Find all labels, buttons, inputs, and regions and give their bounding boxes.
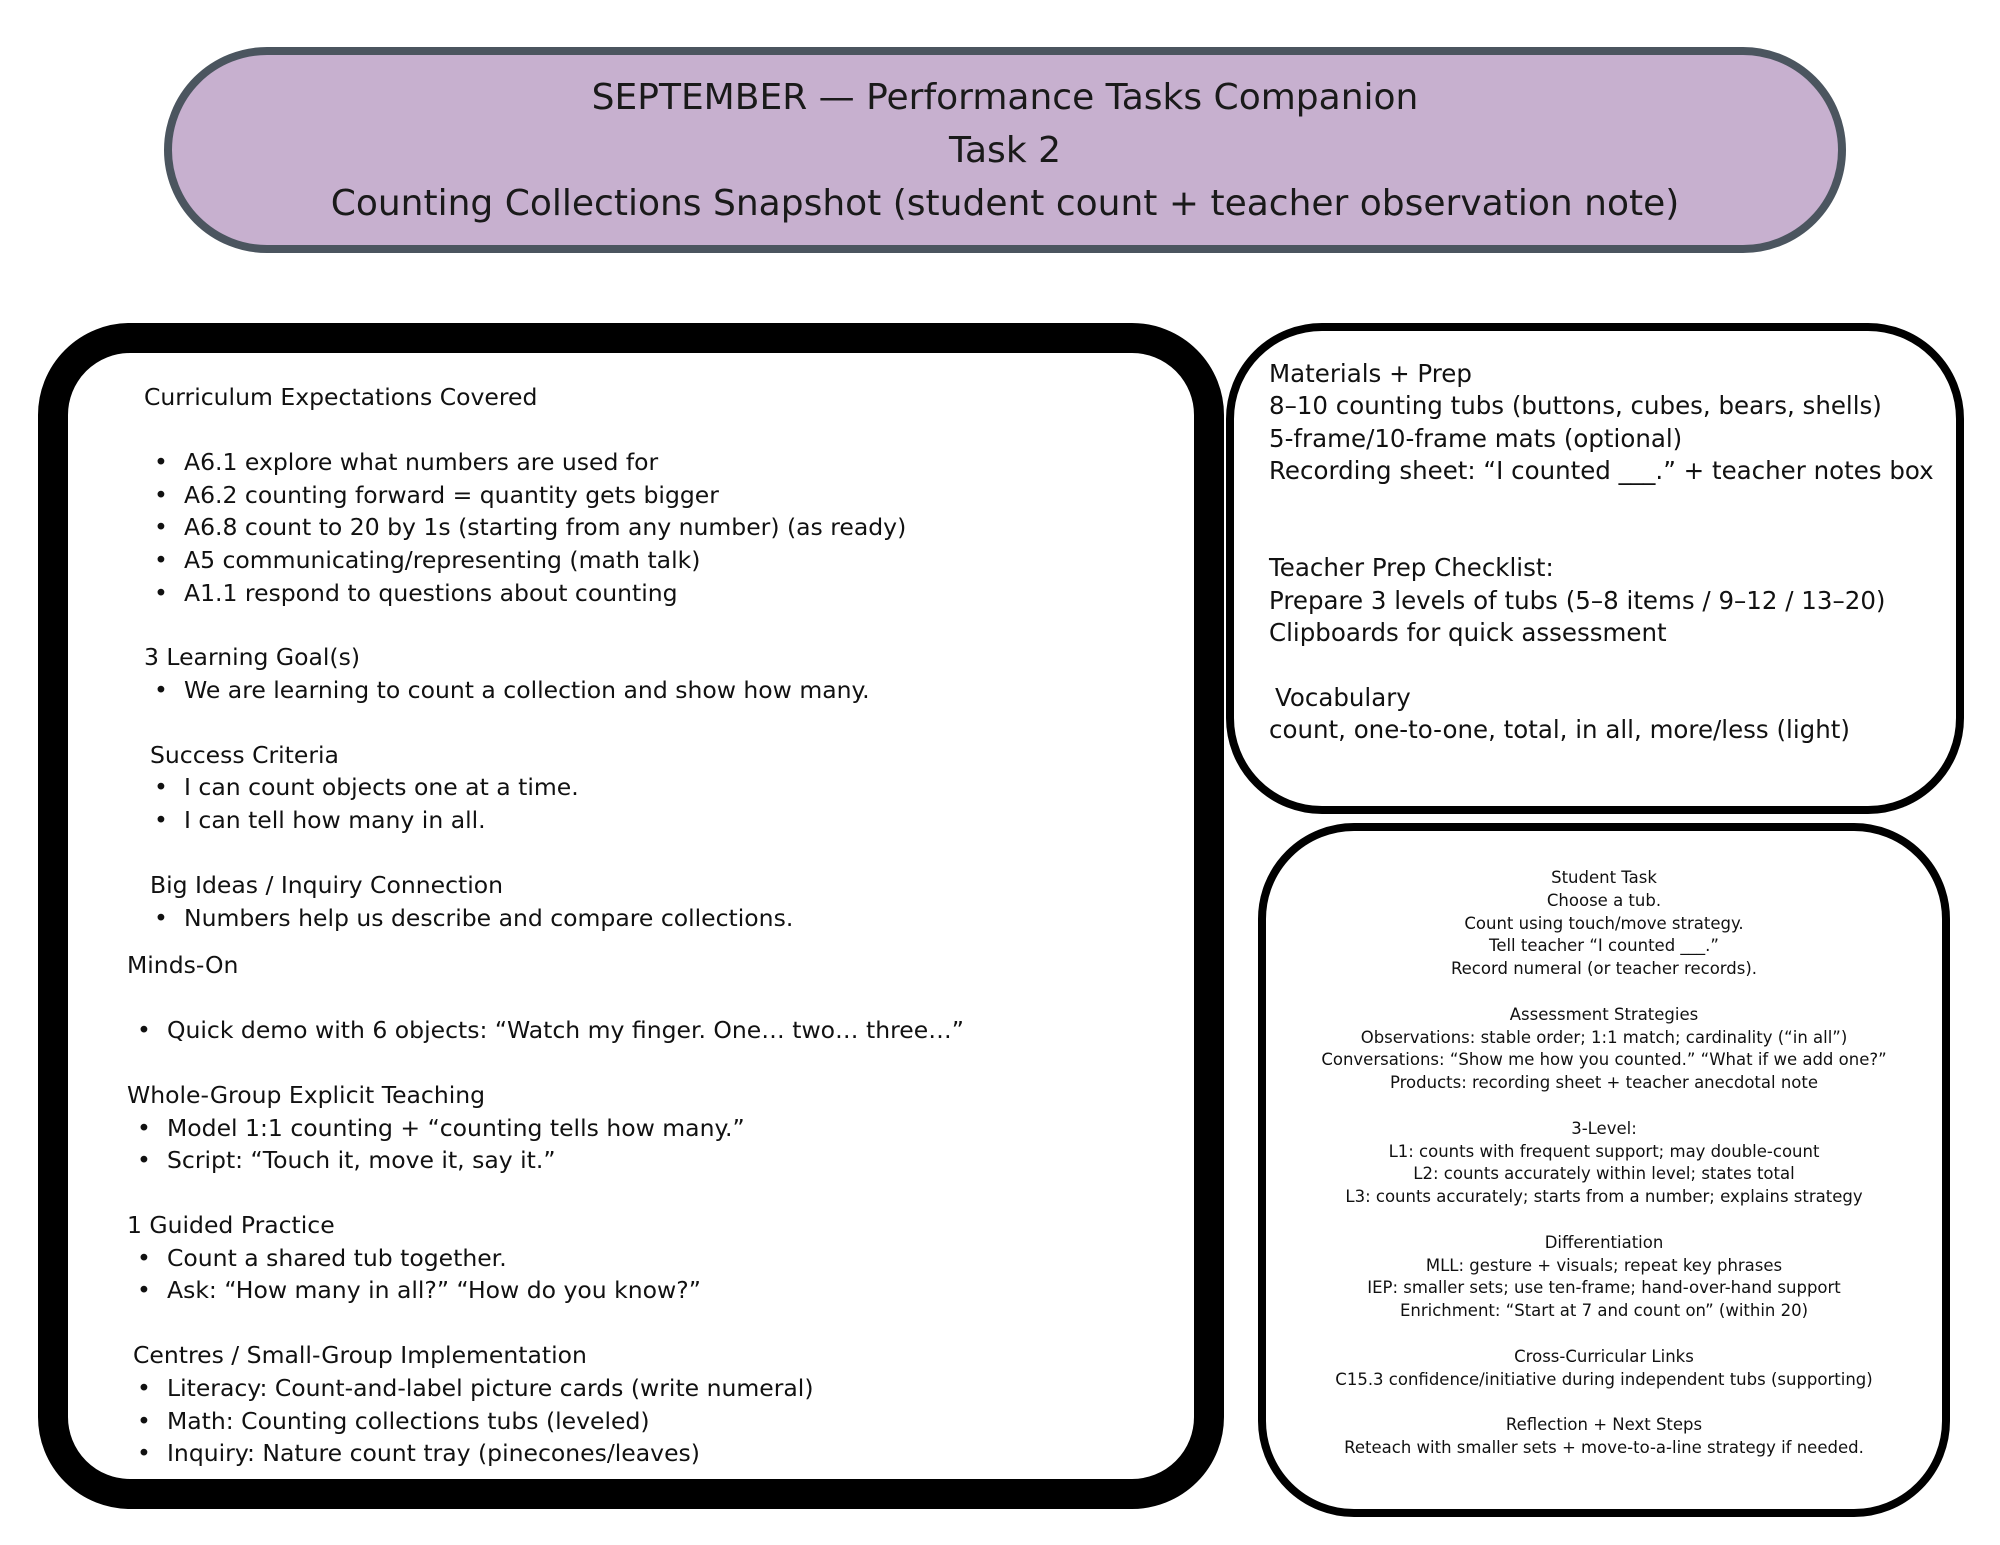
success-criteria-item: • I can count objects one at a time. bbox=[184, 771, 579, 804]
cross-curricular-line: C15.3 confidence/initiative during independent tubs (supporting) bbox=[1335, 1369, 1873, 1389]
materials-line: 8–10 counting tubs (buttons, cubes, bears, shells) bbox=[1269, 391, 1882, 420]
materials-line: Recording sheet: “I counted ___.” + teacher notes box bbox=[1269, 456, 1934, 485]
level-line: L3: counts accurately; starts from a number; explains strategy bbox=[1345, 1187, 1863, 1207]
differentiation-line: IEP: smaller sets; use ten-frame; hand-over-hand support bbox=[1367, 1278, 1841, 1298]
minds-on-item: • Quick demo with 6 objects: “Watch my finger. One… two… three…” bbox=[167, 1014, 964, 1047]
guided-practice-item: • Ask: “How many in all?” “How do you know?” bbox=[167, 1274, 701, 1307]
success-criteria-heading: Success Criteria bbox=[150, 741, 339, 769]
curriculum-item: • A6.1 explore what numbers are used for bbox=[184, 446, 658, 479]
big-ideas-item: • Numbers help us describe and compare collections. bbox=[184, 902, 793, 935]
assessment-line: Products: recording sheet + teacher anecdotal note bbox=[1389, 1073, 1819, 1093]
big-ideas-heading: Big Ideas / Inquiry Connection bbox=[150, 871, 504, 899]
spacer bbox=[1266, 1209, 1942, 1232]
title-line-month: SEPTEMBER — Performance Tasks Companion bbox=[591, 76, 1419, 118]
prep-checklist-heading: Teacher Prep Checklist: bbox=[1269, 553, 1554, 582]
curriculum-heading: Curriculum Expectations Covered bbox=[144, 383, 538, 411]
assessment-line: Observations: stable order; 1:1 match; cardinality (“in all”) bbox=[1360, 1027, 1848, 1047]
reflection-line: Reteach with smaller sets + move-to-a-line strategy if needed. bbox=[1344, 1437, 1864, 1457]
student-task-line: Record numeral (or teacher records). bbox=[1450, 959, 1758, 979]
minds-on-heading: Minds-On bbox=[127, 951, 239, 979]
student-task-heading: Student Task bbox=[1551, 868, 1657, 887]
spacer bbox=[1266, 1391, 1942, 1414]
title-line-subtitle: Counting Collections Snapshot (student count + teacher observation note) bbox=[330, 182, 1680, 224]
centres-item: • Literacy: Count-and-label picture cards (write numeral) bbox=[167, 1372, 814, 1405]
learning-goal-item: • We are learning to count a collection and show how many. bbox=[184, 674, 870, 707]
curriculum-item: • A5 communicating/representing (math talk) bbox=[184, 544, 700, 577]
student-task-line: Choose a tub. bbox=[1546, 890, 1662, 910]
differentiation-heading: Differentiation bbox=[1544, 1232, 1664, 1252]
whole-group-heading: Whole-Group Explicit Teaching bbox=[127, 1081, 486, 1109]
whole-group-item: • Script: “Touch it, move it, say it.” bbox=[167, 1144, 556, 1177]
title-line-task: Task 2 bbox=[948, 129, 1062, 171]
curriculum-item: • A1.1 respond to questions about counting bbox=[184, 577, 678, 610]
student-task-panel bbox=[1258, 823, 1950, 1517]
level-heading: 3-Level: bbox=[1571, 1118, 1637, 1138]
vocabulary-line: count, one-to-one, total, in all, more/less (light) bbox=[1269, 715, 1850, 744]
spacer bbox=[1266, 1323, 1942, 1346]
prep-checklist-line: Clipboards for quick assessment bbox=[1269, 618, 1667, 647]
differentiation-line: Enrichment: “Start at 7 and count on” (within 20) bbox=[1399, 1301, 1809, 1321]
centres-item: • Math: Counting collections tubs (leveled) bbox=[167, 1405, 650, 1438]
spacer bbox=[1266, 1095, 1942, 1118]
whole-group-item: • Model 1:1 counting + “counting tells how many.” bbox=[167, 1112, 745, 1145]
learning-goal-heading: 3 Learning Goal(s) bbox=[144, 643, 361, 671]
title-banner bbox=[164, 47, 1846, 253]
centres-item: • Inquiry: Nature count tray (pinecones/leaves) bbox=[167, 1437, 700, 1470]
cross-curricular-heading: Cross-Curricular Links bbox=[1514, 1346, 1694, 1366]
materials-line: 5-frame/10-frame mats (optional) bbox=[1269, 424, 1683, 453]
student-task-line: Count using touch/move strategy. bbox=[1464, 913, 1744, 933]
curriculum-item: • A6.8 count to 20 by 1s (starting from any number) (as ready) bbox=[184, 511, 906, 544]
differentiation-line: MLL: gesture + visuals; repeat key phrases bbox=[1425, 1255, 1783, 1275]
guided-practice-heading: 1 Guided Practice bbox=[127, 1211, 335, 1239]
reflection-heading: Reflection + Next Steps bbox=[1505, 1415, 1703, 1435]
level-line: L2: counts accurately within level; states total bbox=[1413, 1164, 1795, 1184]
success-criteria-item: • I can tell how many in all. bbox=[184, 804, 486, 837]
curriculum-item: • A6.2 counting forward = quantity gets bigger bbox=[184, 479, 719, 512]
spacer bbox=[1266, 981, 1942, 1004]
prep-checklist-line: Prepare 3 levels of tubs (5–8 items / 9–12 / 13–20) bbox=[1269, 586, 1886, 615]
materials-heading: Materials + Prep bbox=[1269, 359, 1472, 388]
guided-practice-item: • Count a shared tub together. bbox=[167, 1242, 507, 1275]
centres-heading: Centres / Small-Group Implementation bbox=[133, 1341, 587, 1369]
assessment-line: Conversations: “Show me how you counted.” “What if we add one?” bbox=[1321, 1050, 1887, 1070]
student-task-line: Tell teacher “I counted ___.” bbox=[1489, 936, 1719, 956]
vocabulary-heading: Vocabulary bbox=[1275, 683, 1411, 712]
level-line: L1: counts with frequent support; may double-count bbox=[1388, 1141, 1820, 1161]
assessment-heading: Assessment Strategies bbox=[1509, 1004, 1699, 1024]
